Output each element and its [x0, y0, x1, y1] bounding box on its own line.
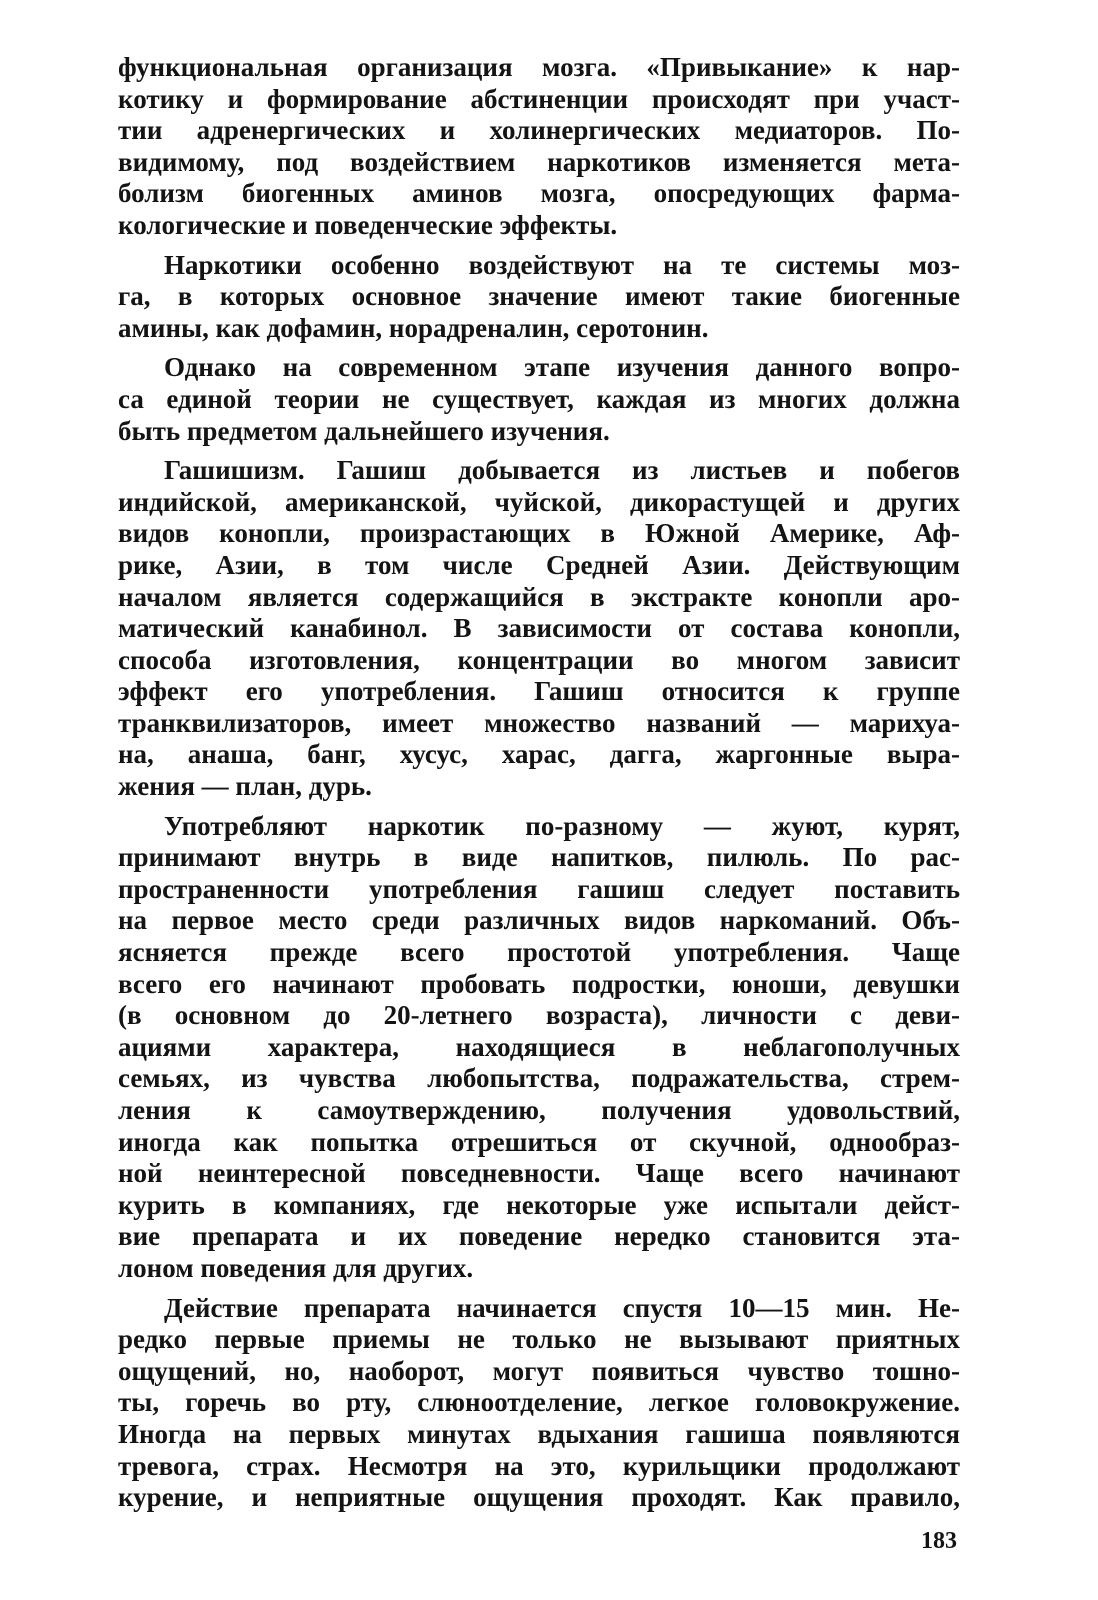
text-line: функциональная организация мозга. «Привыкание» к нар-: [118, 52, 960, 82]
text-line: болизм биогенных аминов мозга, опосредующих фарма-: [118, 178, 960, 209]
text-line: ясняется прежде всего простотой употребления. Чаще: [118, 937, 960, 968]
page-number: 183: [921, 1528, 957, 1554]
text-line: Употребляют наркотик по-разному — жуют, курят,: [164, 810, 960, 841]
text-line: ациями характера, находящиеся в неблагополучных: [118, 1031, 960, 1062]
text-line: жения — план, дурь.: [118, 771, 372, 802]
text-line: (в основном до 20-летнего возраста), личности с деви-: [118, 1000, 960, 1031]
text-line: быть предметом дальнейшего изучения.: [118, 415, 610, 446]
text-line: Однако на современном этапе изучения данного вопро-: [164, 352, 960, 383]
text-line: са единой теории не существует, каждая из многих должна: [118, 383, 960, 414]
text-line: тревога, страх. Несмотря на это, курильщики продолжают: [118, 1450, 960, 1481]
text-line: Наркотики особенно воздействуют на те системы моз-: [164, 249, 960, 280]
text-line: редко первые приемы не только не вызывают приятных: [118, 1324, 960, 1355]
text-line: транквилизаторов, имеет множество названий — марихуа-: [118, 707, 960, 738]
text-line: способа изготовления, концентрации во многом зависит: [118, 644, 960, 675]
page-body: [118, 52, 960, 1522]
text-line: ной неинтересной повседневности. Чаще всего начинают: [118, 1158, 960, 1189]
text-line: принимают внутрь в виде напитков, пилюль. По рас-: [118, 842, 960, 873]
text-line: вие препарата и их поведение нередко становится эта-: [118, 1221, 960, 1252]
text-line: эффект его употребления. Гашиш относится к группе: [118, 676, 960, 707]
text-line: Действие препарата начинается спустя 10—15 мин. Не-: [164, 1292, 960, 1323]
paragraph: [118, 352, 960, 447]
text-line: курить в компаниях, где некоторые уже испытали дейст-: [118, 1189, 960, 1220]
text-line: амины, как дофамин, норадреналин, серотонин.: [118, 312, 709, 343]
text-line: рике, Азии, в том числе Средней Азии. Действующим: [118, 549, 960, 580]
text-line: кологические и поведенческие эффекты.: [118, 209, 618, 240]
text-line: курение, и неприятные ощущения проходят. Как правило,: [118, 1482, 960, 1513]
text-line: га, в которых основное значение имеют такие биогенные: [118, 281, 960, 312]
text-line: котику и формирование абстиненции происходят при участ-: [118, 83, 960, 114]
text-line: на, анаша, банг, хусус, харас, дагга, жаргонные выра-: [118, 739, 960, 770]
text-line: пространенности употребления гашиш следует поставить: [118, 873, 960, 904]
text-line: ты, горечь во рту, слюноотделение, легкое головокружение.: [118, 1387, 960, 1418]
paragraph: [118, 52, 960, 242]
text-line: тии адренергических и холинергических медиаторов. По-: [118, 115, 960, 146]
text-line: видимому, под воздействием наркотиков изменяется мета-: [118, 146, 960, 177]
text-line: лоном поведения для других.: [118, 1252, 474, 1283]
text-line: ощущений, но, наоборот, могут появиться чувство тошно-: [118, 1355, 960, 1386]
text-line: на первое место среди различных видов наркоманий. Объ-: [118, 905, 960, 936]
text-line: началом является содержащийся в экстракте конопли аро-: [118, 581, 960, 612]
text-line: Иногда на первых минутах вдыхания гашиша появляются: [118, 1418, 960, 1449]
paragraph: [118, 1293, 960, 1514]
paragraph: [118, 250, 960, 345]
text-line: матический канабинол. В зависимости от состава конопли,: [118, 613, 960, 644]
text-line: иногда как попытка отрешиться от скучной, однообраз-: [118, 1126, 960, 1157]
paragraph: [118, 811, 960, 1285]
paragraph: [118, 455, 960, 803]
text-line: Гашишизм. Гашиш добывается из листьев и побегов: [164, 455, 960, 486]
text-line: семьях, из чувства любопытства, подражательства, стрем-: [118, 1063, 960, 1094]
text-line: индийской, американской, чуйской, дикорастущей и других: [118, 486, 960, 517]
text-line: всего его начинают пробовать подростки, юноши, девушки: [118, 968, 960, 999]
text-line: видов конопли, произрастающих в Южной Америке, Аф-: [118, 518, 960, 549]
text-line: ления к самоутверждению, получения удовольствий,: [118, 1095, 960, 1125]
